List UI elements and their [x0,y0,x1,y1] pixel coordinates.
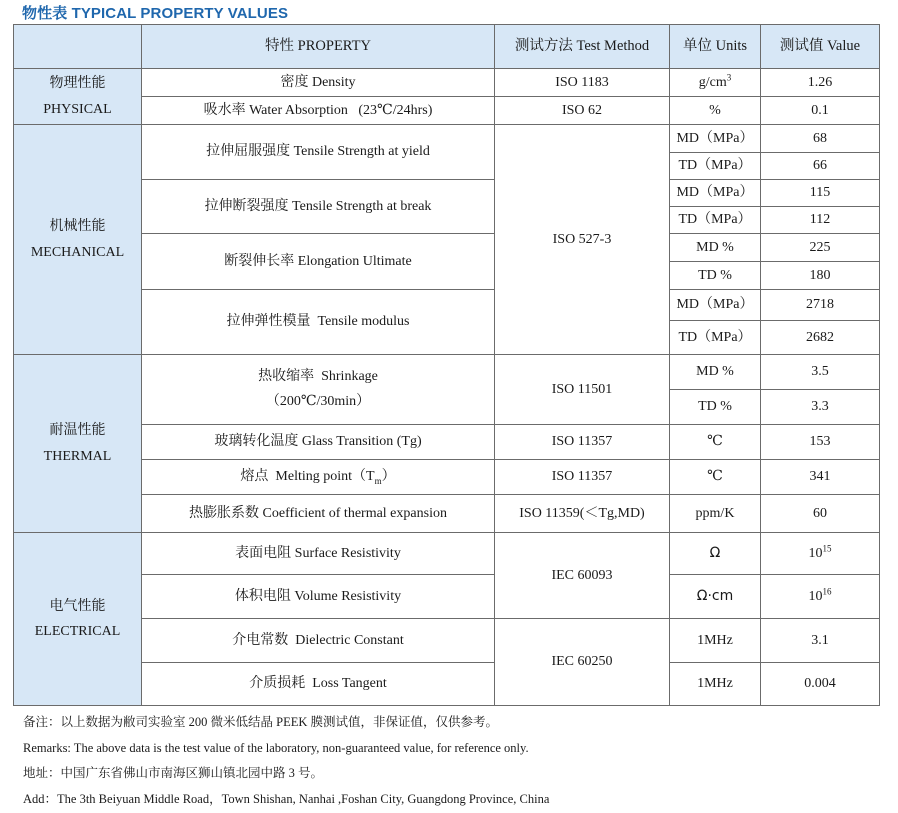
category-mechanical: 机械性能 MECHANICAL [14,125,142,355]
unit-shrinkage-td: TD % [670,390,761,425]
table-row [14,180,880,207]
property-loss-tangent: 介质损耗 Loss Tangent [142,663,495,706]
method-resistivity: IEC 60093 [495,533,670,619]
method-density: ISO 1183 [495,69,670,97]
property-water-absorption: 吸水率 Water Absorption (23℃/24hrs) [142,97,495,125]
value-shrinkage-md: 3.5 [761,355,880,390]
value-density: 1.26 [761,69,880,97]
remark-en: Remarks: The above data is the test value of the laboratory, non-guaranteed value, for reference only. [23,741,529,755]
page-title: 物性表 TYPICAL PROPERTY VALUES [22,5,289,22]
value-water-absorption: 0.1 [761,97,880,125]
value-modulus-td: 2682 [761,321,880,355]
table-row [14,290,880,321]
table-row [14,495,880,533]
method-melting-point: ISO 11357 [495,460,670,495]
unit-modulus-td: TD（MPa） [670,321,761,355]
table-row [14,425,880,460]
unit-melting-point: ℃ [670,460,761,495]
unit-water-absorption: % [670,97,761,125]
header-method: 测试方法 Test Method [495,25,670,69]
property-dielectric-constant: 介电常数 Dielectric Constant [142,619,495,663]
table-header-row [14,25,880,69]
value-loss-tangent: 0.004 [761,663,880,706]
table-row [14,663,880,706]
unit-tensile-yield-md: MD（MPa） [670,125,761,153]
table-row [14,575,880,619]
header-blank [14,25,142,69]
value-thermal-expansion: 60 [761,495,880,533]
unit-elongation-td: TD % [670,262,761,290]
address-en: Add：The 3th Beiyuan Middle Road，Town Shishan, Nanhai ,Foshan City, Guangdong Province, China [23,792,550,806]
value-elongation-td: 180 [761,262,880,290]
value-dielectric-constant: 3.1 [761,619,880,663]
value-shrinkage-td: 3.3 [761,390,880,425]
property-surface-resistivity: 表面电阻 Surface Resistivity [142,533,495,575]
unit-glass-transition: ℃ [670,425,761,460]
value-glass-transition: 153 [761,425,880,460]
property-glass-transition: 玻璃转化温度 Glass Transition (Tg) [142,425,495,460]
table-row [14,69,880,97]
category-electrical: 电气性能 ELECTRICAL [14,533,142,706]
header-units: 单位 Units [670,25,761,69]
property-thermal-expansion: 热膨胀系数 Coefficient of thermal expansion [142,495,495,533]
property-melting-point: 熔点 Melting $point(T_m)$ [142,460,495,495]
method-shrinkage: ISO 11501 [495,355,670,425]
value-elongation-md: 225 [761,234,880,262]
property-modulus: 拉伸弹性模量 Tensile modulus [142,290,495,355]
table-row [14,234,880,262]
property-volume-resistivity: 体积电阻 Volume Resistivity [142,575,495,619]
unit-modulus-md: MD（MPa） [670,290,761,321]
remark-cn: 备注：以上数据为敝司实验室 200 微米低结晶 PEEK 膜测试值，非保证值，仅供参考。 [23,715,499,729]
unit-thermal-expansion: ppm/K [670,495,761,533]
unit-dielectric-constant: 1MHz [670,619,761,663]
table-row [14,619,880,663]
unit-tensile-break-td: TD（MPa） [670,207,761,234]
unit-shrinkage-md: MD % [670,355,761,390]
value-modulus-md: 2718 [761,290,880,321]
property-shrinkage: 热收缩率 Shrinkage （200℃/30min） [142,355,495,425]
unit-surface-resistivity: Ω [670,533,761,575]
property-elongation: 断裂伸长率 Elongation Ultimate [142,234,495,290]
property-tensile-break: 拉伸断裂强度 Tensile Strength at break [142,180,495,234]
table-row [14,460,880,495]
table-row [14,355,880,390]
table-row [14,97,880,125]
header-property: 特性 PROPERTY [142,25,495,69]
property-table [13,24,880,706]
unit-tensile-break-md: MD（MPa） [670,180,761,207]
category-physical: 物理性能 PHYSICAL [14,69,142,125]
unit-elongation-md: MD % [670,234,761,262]
category-thermal: 耐温性能 THERMAL [14,355,142,533]
property-tensile-yield: 拉伸屈服强度 Tensile Strength at yield [142,125,495,180]
method-thermal-expansion: ISO 11359(＜Tg,MD) [495,495,670,533]
value-tensile-break-md: 115 [761,180,880,207]
unit-density: $g/cm^3$ [670,69,761,97]
value-melting-point: 341 [761,460,880,495]
value-tensile-yield-td: 66 [761,153,880,180]
unit-volume-resistivity: Ω·cm [670,575,761,619]
method-mechanical: ISO 527-3 [495,125,670,355]
header-value: 测试值 Value [761,25,880,69]
value-volume-resistivity: $10^{16}$ [761,575,880,619]
value-tensile-yield-md: 68 [761,125,880,153]
value-tensile-break-td: 112 [761,207,880,234]
table-row [14,125,880,153]
method-water-absorption: ISO 62 [495,97,670,125]
method-dielectric: IEC 60250 [495,619,670,706]
address-cn: 地址：中国广东省佛山市南海区狮山镇北园中路 3 号。 [23,766,324,780]
unit-loss-tangent: 1MHz [670,663,761,706]
property-density: 密度 Density [142,69,495,97]
unit-tensile-yield-td: TD（MPa） [670,153,761,180]
value-surface-resistivity: $10^{15}$ [761,533,880,575]
table-row [14,533,880,575]
method-glass-transition: ISO 11357 [495,425,670,460]
